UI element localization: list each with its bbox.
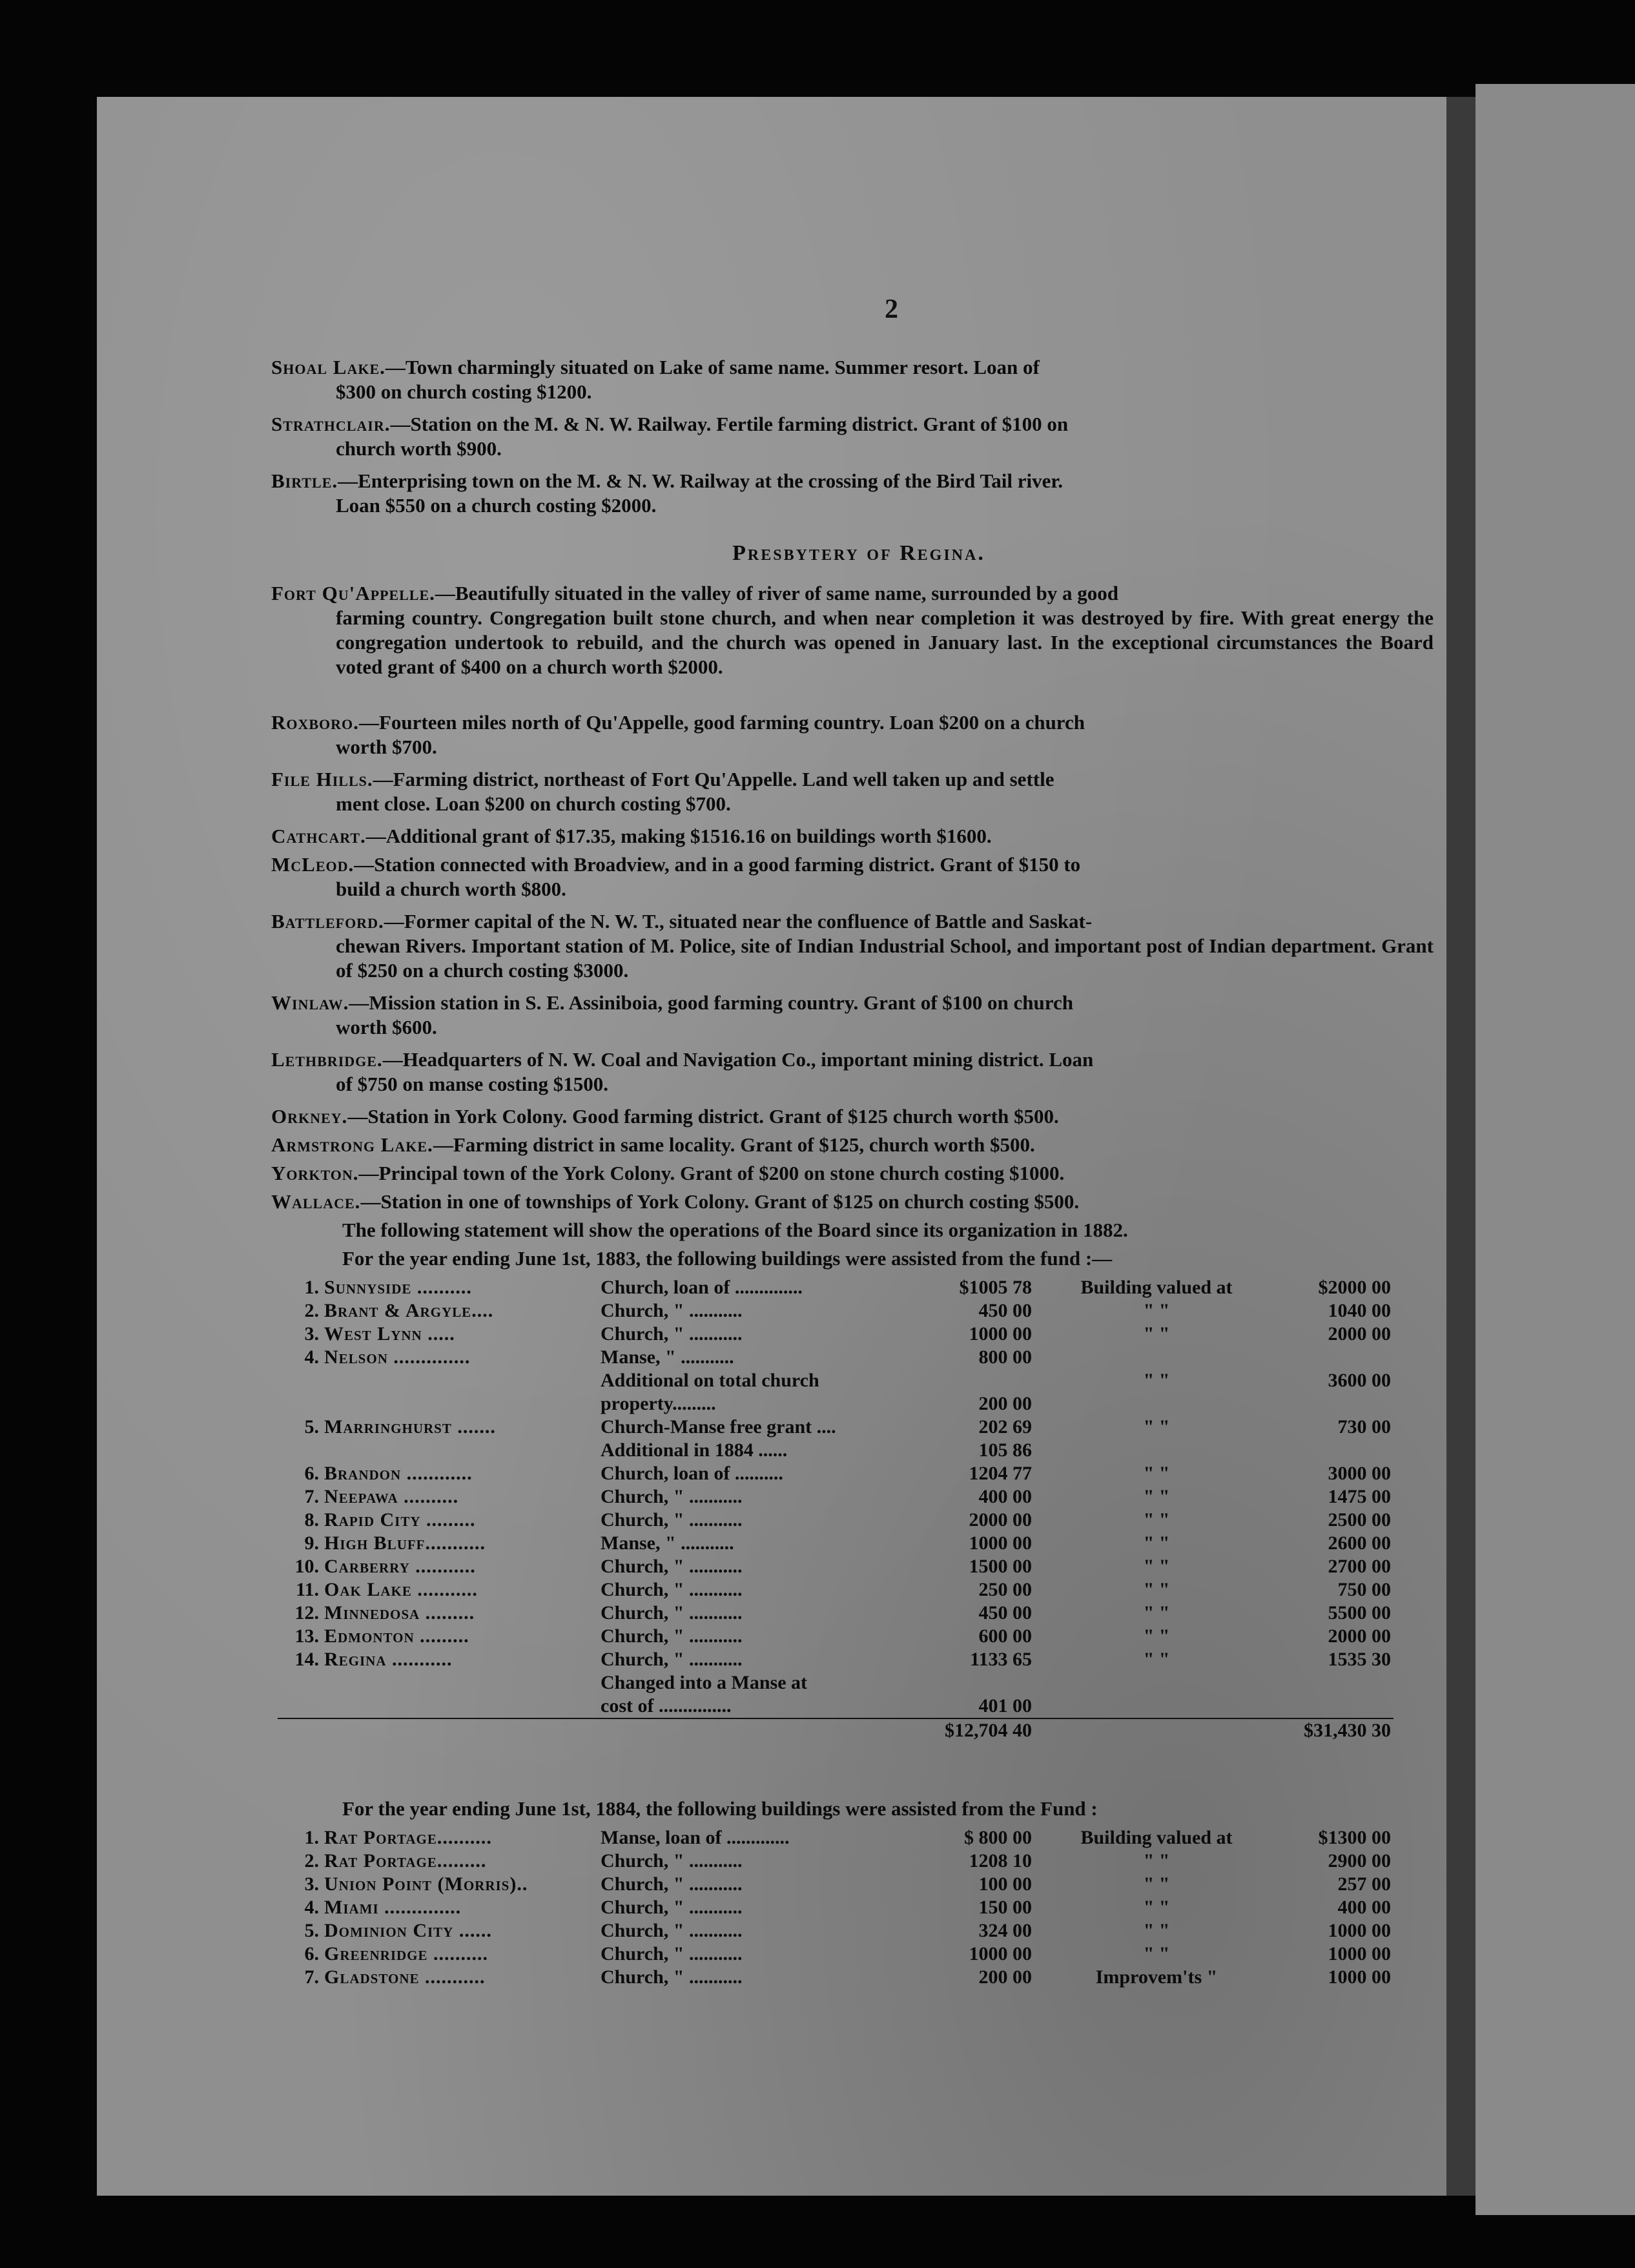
entry-text: —Additional grant of $17.35, making $1516.16 on buildings worth $1600. — [365, 825, 992, 847]
building-value: $2000 00 — [1318, 1277, 1391, 1298]
building-name-text: Miami — [324, 1897, 379, 1918]
building-value: 1000 00 — [1328, 1920, 1391, 1941]
building-type: Church, " ........... — [601, 1602, 743, 1624]
valued-label: " " — [1143, 1943, 1170, 1964]
valued-label: " " — [1143, 1370, 1170, 1391]
leader-dots: .... — [471, 1300, 494, 1321]
building-name-text: Brandon — [324, 1463, 402, 1484]
building-type: Church, " ........... — [601, 1323, 743, 1345]
leader-dots: .. — [517, 1873, 528, 1895]
loan-amount: 1204 77 — [969, 1463, 1032, 1484]
leader-dots: ......... — [414, 1625, 469, 1647]
building-name — [322, 1532, 598, 1555]
valued-label: " " — [1143, 1850, 1170, 1871]
entry-lethbridge — [271, 1047, 1434, 1097]
row-number: 14. — [294, 1649, 319, 1670]
building-type: Church, loan of .............. — [601, 1277, 803, 1298]
building-name — [322, 1578, 598, 1602]
building-name — [322, 1346, 598, 1369]
building-value: $1300 00 — [1318, 1827, 1391, 1848]
loan-amount: 250 00 — [978, 1579, 1032, 1600]
adjacent-page-edge — [1476, 84, 1635, 2215]
leader-dots: ........... — [386, 1649, 453, 1670]
loan-amount: 2000 00 — [969, 1509, 1032, 1531]
building-type: Church, " ........... — [601, 1509, 743, 1531]
valued-label: " " — [1143, 1625, 1170, 1647]
building-type: Church, " ........... — [601, 1649, 743, 1670]
table-row — [278, 1943, 1393, 1966]
entry-name: Birtle. — [271, 469, 338, 492]
table-row — [278, 1485, 1393, 1509]
entry-text: —Former capital of the N. W. T., situated near the confluence of Battle and Saskat- — [384, 910, 1093, 933]
building-value: 2000 00 — [1328, 1323, 1391, 1345]
building-value: 2000 00 — [1328, 1625, 1391, 1647]
entry-armstrong-lake — [271, 1133, 1434, 1157]
entry-text: —Fourteen miles north of Qu'Appelle, good farming country. Loan $200 on a church — [358, 711, 1085, 734]
entry-name: Orkney. — [271, 1105, 348, 1128]
row-number: 7. — [304, 1966, 319, 1988]
row-number: 8. — [304, 1509, 319, 1531]
table-row — [278, 1896, 1393, 1919]
entry-text: —Station on the M. & N. W. Railway. Fertile farming district. Grant of $100 on — [390, 413, 1069, 435]
valued-label: " " — [1143, 1649, 1170, 1670]
building-value — [1279, 1439, 1393, 1462]
leader-dots: ........... — [425, 1532, 486, 1554]
entry-name: Lethbridge. — [271, 1048, 383, 1071]
entry-text-continued: worth $600. — [336, 1016, 437, 1038]
row-number: 12. — [294, 1602, 319, 1624]
row-number: 3. — [304, 1323, 319, 1345]
building-name-text: Edmonton — [324, 1625, 415, 1647]
building-type: Church, loan of .......... — [601, 1463, 783, 1484]
building-name — [322, 1943, 598, 1966]
total-loans: $12,704 40 — [926, 1718, 1034, 1742]
table-row — [278, 1695, 1393, 1718]
building-value: 750 00 — [1337, 1579, 1391, 1600]
valued-label: " " — [1143, 1579, 1170, 1600]
table-row — [278, 1276, 1393, 1299]
valued-label — [1034, 1346, 1279, 1369]
entry-text-continued: farming country. Congregation built stone church, and when near completion it was destroyed by fire. With great energy the congregation undertook to rebuild, and the church was opened in January last. In the exceptional circumstances the Board voted grant of $400 on a church worth $2000. — [336, 606, 1434, 678]
entry-birtle — [271, 469, 1434, 518]
entry-text: —Principal town of the York Colony. Grant of $200 on stone church costing $1000. — [358, 1162, 1065, 1184]
entry-winlaw — [271, 991, 1434, 1040]
leader-dots: ....... — [451, 1416, 496, 1438]
leader-dots: .......... — [427, 1943, 489, 1964]
building-name — [322, 1485, 598, 1509]
building-type: Church, " ........... — [601, 1300, 743, 1321]
valued-label: " " — [1143, 1532, 1170, 1554]
building-type: Church, " ........... — [601, 1486, 743, 1507]
building-name — [322, 1299, 598, 1323]
entry-text: —Enterprising town on the M. & N. W. Railway at the crossing of the Bird Tail river. — [338, 469, 1064, 492]
building-type: Additional in 1884 ...... — [601, 1439, 788, 1461]
building-type: cost of ............... — [601, 1695, 732, 1716]
entry-shoal-lake — [271, 355, 1434, 404]
row-number — [278, 1392, 322, 1416]
building-name-text: Carberry — [324, 1556, 410, 1577]
row-number: 2. — [304, 1850, 319, 1871]
valued-label: Building valued at — [1080, 1277, 1233, 1298]
table-row — [278, 1602, 1393, 1625]
table-row — [278, 1369, 1393, 1392]
entry-text: —Beautifully situated in the valley of river of same name, surrounded by a good — [435, 582, 1118, 604]
leader-dots: .............. — [378, 1897, 462, 1918]
building-name-text: Marringhurst — [324, 1416, 452, 1438]
valued-label: " " — [1143, 1323, 1170, 1345]
loan-amount: 1000 00 — [969, 1943, 1032, 1964]
building-value: 3000 00 — [1328, 1463, 1391, 1484]
valued-label: " " — [1143, 1873, 1170, 1895]
building-name — [322, 1671, 598, 1695]
entry-name: Strathclair. — [271, 413, 391, 435]
loan-amount: 202 69 — [978, 1416, 1032, 1438]
row-number: 1. — [304, 1277, 319, 1298]
building-name — [322, 1695, 598, 1718]
building-name-text: Regina — [324, 1649, 387, 1670]
building-name — [322, 1323, 598, 1346]
row-number — [278, 1369, 322, 1392]
leader-dots: ......... — [437, 1850, 487, 1871]
entry-cathcart — [271, 824, 1434, 849]
row-number: 1. — [304, 1827, 319, 1848]
year-1884-intro: For the year ending June 1st, 1884, the following buildings were assisted from the Fund : — [342, 1797, 1098, 1820]
entry-battleford — [271, 909, 1434, 983]
entry-name: Armstrong Lake. — [271, 1133, 433, 1156]
entry-text: —Station in York Colony. Good farming district. Grant of $125 church worth $500. — [347, 1105, 1059, 1128]
leader-dots: ...... — [453, 1920, 492, 1941]
building-value: 2500 00 — [1328, 1509, 1391, 1531]
loan-amount: 800 00 — [978, 1346, 1032, 1368]
loan-amount: 100 00 — [978, 1873, 1032, 1895]
loan-amount: 200 00 — [978, 1393, 1032, 1414]
valued-label — [1034, 1439, 1279, 1462]
table-row — [278, 1299, 1393, 1323]
building-name-text: Neepawa — [324, 1486, 398, 1507]
building-name-text: Dominion City — [324, 1920, 454, 1941]
year-1883-intro: For the year ending June 1st, 1883, the following buildings were assisted from the fund :— — [342, 1247, 1113, 1270]
loan-amount: $ 800 00 — [964, 1827, 1032, 1848]
loan-amount: $1005 78 — [959, 1277, 1032, 1298]
entry-mcleod — [271, 852, 1434, 902]
building-value: 5500 00 — [1328, 1602, 1391, 1624]
building-name-text: Rat Portage — [324, 1827, 437, 1848]
entry-name: Shoal Lake. — [271, 356, 386, 378]
valued-label: " " — [1143, 1300, 1170, 1321]
entry-text: —Town charmingly situated on Lake of same name. Summer resort. Loan of — [385, 356, 1040, 378]
loan-amount: 1000 00 — [969, 1532, 1032, 1554]
entry-text-continued: $300 on church costing $1200. — [336, 380, 592, 403]
building-name-text: Sunnyside — [324, 1277, 412, 1298]
row-number — [278, 1439, 322, 1462]
loan-amount: 1208 10 — [969, 1850, 1032, 1871]
entry-text-continued: of $750 on manse costing $1500. — [336, 1073, 608, 1095]
loan-amount: 1500 00 — [969, 1556, 1032, 1577]
building-value: 1535 30 — [1328, 1649, 1391, 1670]
leader-dots: .......... — [398, 1486, 459, 1507]
building-value — [1279, 1346, 1393, 1369]
valued-label: " " — [1143, 1509, 1170, 1531]
valued-label — [1034, 1695, 1279, 1718]
building-value: 1000 00 — [1328, 1943, 1391, 1964]
building-name-text: Rat Portage — [324, 1850, 437, 1871]
entry-name: File Hills. — [271, 768, 373, 790]
loan-amount: 401 00 — [978, 1695, 1032, 1716]
building-name — [322, 1509, 598, 1532]
building-name — [322, 1625, 598, 1648]
table-row — [278, 1323, 1393, 1346]
building-type: Manse, " ........... — [601, 1346, 734, 1368]
building-type: Church, " ........... — [601, 1897, 743, 1918]
building-type: Church, " ........... — [601, 1579, 743, 1600]
row-number: 10. — [294, 1556, 319, 1577]
valued-label: " " — [1143, 1920, 1170, 1941]
building-type: Changed into a Manse at — [601, 1672, 808, 1693]
leader-dots: .............. — [387, 1346, 471, 1368]
leader-dots: ........... — [409, 1556, 476, 1577]
entry-text: —Mission station in S. E. Assiniboia, good farming country. Grant of $100 on church — [349, 991, 1073, 1014]
building-name-text: Union Point (Morris) — [324, 1873, 517, 1895]
table-row — [278, 1509, 1393, 1532]
building-name — [322, 1648, 598, 1671]
entry-name: Yorkton. — [271, 1162, 359, 1184]
valued-label: " " — [1143, 1486, 1170, 1507]
entry-yorkton — [271, 1161, 1434, 1186]
valued-label: " " — [1143, 1897, 1170, 1918]
table-row — [278, 1578, 1393, 1602]
building-value: 257 00 — [1337, 1873, 1391, 1895]
page-number: 2 — [885, 294, 898, 324]
building-value — [1279, 1671, 1393, 1695]
building-name-text: Nelson — [324, 1346, 388, 1368]
building-name-text: Brant & Argyle — [324, 1300, 472, 1321]
row-number: 6. — [304, 1463, 319, 1484]
row-number: 13. — [294, 1625, 319, 1647]
building-type: Church-Manse free grant .... — [601, 1416, 836, 1438]
entry-name: Cathcart. — [271, 825, 366, 847]
building-name — [322, 1873, 598, 1896]
entry-text: —Headquarters of N. W. Coal and Navigation Co., important mining district. Loan — [382, 1048, 1094, 1071]
building-name — [322, 1966, 598, 1989]
table-row — [278, 1555, 1393, 1578]
building-type: Church, " ........... — [601, 1556, 743, 1577]
leader-dots: ......... — [420, 1509, 476, 1531]
building-name — [322, 1416, 598, 1439]
entry-strathclair — [271, 412, 1434, 461]
table-row — [278, 1439, 1393, 1462]
loan-amount: 450 00 — [978, 1602, 1032, 1624]
row-number: 4. — [304, 1897, 319, 1918]
entry-text-continued: ment close. Loan $200 on church costing $700. — [336, 792, 731, 815]
statement-intro: The following statement will show the operations of the Board since its organization in 1882. — [342, 1219, 1128, 1241]
entry-text-continued: chewan Rivers. Important station of M. Police, site of Indian Industrial School, and important post of Indian department. Grant of $250 on a church costing $3000. — [336, 934, 1434, 982]
leader-dots: .......... — [411, 1277, 472, 1298]
loan-amount: 600 00 — [978, 1625, 1032, 1647]
building-value: 1040 00 — [1328, 1300, 1391, 1321]
table-row — [278, 1648, 1393, 1671]
building-value — [1279, 1695, 1393, 1718]
leader-dots: .......... — [437, 1827, 492, 1848]
table-row — [278, 1850, 1393, 1873]
building-value: 3600 00 — [1328, 1370, 1391, 1391]
table-1884 — [278, 1826, 1393, 1989]
row-number: 11. — [296, 1579, 319, 1600]
loan-amount — [926, 1671, 1034, 1695]
building-name-text: West Lynn — [324, 1323, 422, 1345]
building-type: property......... — [601, 1393, 716, 1414]
row-number: 9. — [304, 1532, 319, 1554]
row-number: 4. — [304, 1346, 319, 1368]
building-value: 1000 00 — [1328, 1966, 1391, 1988]
loan-amount: 200 00 — [978, 1966, 1032, 1988]
valued-label: Improvem'ts " — [1095, 1966, 1218, 1988]
row-number: 5. — [304, 1416, 319, 1438]
building-value: 730 00 — [1337, 1416, 1391, 1438]
building-type: Church, " ........... — [601, 1873, 743, 1895]
entry-name: Roxboro. — [271, 711, 359, 734]
total-row-1883 — [278, 1718, 1393, 1742]
building-type: Church, " ........... — [601, 1850, 743, 1871]
building-name — [322, 1462, 598, 1485]
building-value: 2700 00 — [1328, 1556, 1391, 1577]
building-type: Manse, " ........... — [601, 1532, 734, 1554]
building-type: Church, " ........... — [601, 1625, 743, 1647]
loan-amount: 450 00 — [978, 1300, 1032, 1321]
table-row — [278, 1462, 1393, 1485]
building-name — [322, 1276, 598, 1299]
entry-text: —Station in one of townships of York Colony. Grant of $125 on church costing $500. — [360, 1190, 1080, 1213]
building-name-text: Gladstone — [324, 1966, 420, 1988]
entry-file-hills — [271, 767, 1434, 816]
entry-name: Wallace. — [271, 1190, 361, 1213]
table-row — [278, 1873, 1393, 1896]
building-value — [1279, 1392, 1393, 1416]
valued-label — [1034, 1671, 1279, 1695]
building-name — [322, 1369, 598, 1392]
entry-text-continued: worth $700. — [336, 736, 437, 758]
building-name — [322, 1439, 598, 1462]
row-number — [278, 1671, 322, 1695]
table-row — [278, 1532, 1393, 1555]
building-type: Church, " ........... — [601, 1920, 743, 1941]
building-type: Manse, loan of ............. — [601, 1827, 790, 1848]
table-row — [278, 1392, 1393, 1416]
loan-amount: 324 00 — [978, 1920, 1032, 1941]
entry-name: Fort Qu'Appelle. — [271, 582, 435, 604]
table-1883 — [278, 1276, 1393, 1742]
row-number: 2. — [304, 1300, 319, 1321]
leader-dots: ............ — [401, 1463, 473, 1484]
building-name — [322, 1826, 598, 1850]
entry-roxboro — [271, 710, 1434, 759]
building-type: Additional on total church — [601, 1370, 819, 1391]
section-heading: Presbytery of Regina. — [732, 541, 985, 565]
building-name — [322, 1850, 598, 1873]
row-number: 5. — [304, 1920, 319, 1941]
leader-dots: ........... — [419, 1966, 486, 1988]
table-row — [278, 1826, 1393, 1850]
loan-amount: 1133 65 — [970, 1649, 1032, 1670]
table-row — [278, 1919, 1393, 1943]
building-value: 400 00 — [1337, 1897, 1391, 1918]
leader-dots: ..... — [422, 1323, 455, 1345]
building-name-text: Greenridge — [324, 1943, 428, 1964]
leader-dots: ........... — [411, 1579, 478, 1600]
entry-text-continued: build a church worth $800. — [336, 878, 566, 900]
entry-wallace — [271, 1190, 1434, 1214]
loan-amount: 1000 00 — [969, 1323, 1032, 1345]
building-name-text: High Bluff — [324, 1532, 426, 1554]
building-name — [322, 1602, 598, 1625]
building-name — [322, 1896, 598, 1919]
building-name — [322, 1555, 598, 1578]
building-name — [322, 1919, 598, 1943]
building-name-text: Oak Lake — [324, 1579, 412, 1600]
row-number: 3. — [304, 1873, 319, 1895]
table-row — [278, 1346, 1393, 1369]
valued-label: " " — [1143, 1463, 1170, 1484]
row-number: 6. — [304, 1943, 319, 1964]
entry-orkney — [271, 1104, 1434, 1129]
entry-name: McLeod. — [271, 853, 355, 876]
row-number: 7. — [304, 1486, 319, 1507]
loan-amount — [926, 1369, 1034, 1392]
document-page — [97, 97, 1446, 2196]
valued-label: " " — [1143, 1416, 1170, 1438]
building-name — [322, 1392, 598, 1416]
building-name-text: Rapid City — [324, 1509, 421, 1531]
entry-text: —Farming district in same locality. Grant of $125, church worth $500. — [433, 1133, 1035, 1156]
valued-label — [1034, 1392, 1279, 1416]
building-type: Church, " ........... — [601, 1943, 743, 1964]
entry-text-continued: church worth $900. — [336, 437, 502, 460]
entry-text: —Station connected with Broadview, and in a good farming district. Grant of $150 to — [354, 853, 1081, 876]
entry-name: Battleford. — [271, 910, 384, 933]
table-row — [278, 1625, 1393, 1648]
total-values: $31,430 30 — [1279, 1718, 1393, 1742]
row-number — [278, 1695, 322, 1718]
loan-amount: 150 00 — [978, 1897, 1032, 1918]
entry-name: Winlaw. — [271, 991, 349, 1014]
table-row — [278, 1966, 1393, 1989]
loan-amount: 400 00 — [978, 1486, 1032, 1507]
entry-text: —Farming district, northeast of Fort Qu'Appelle. Land well taken up and settle — [373, 768, 1054, 790]
building-value: 2600 00 — [1328, 1532, 1391, 1554]
table-row — [278, 1671, 1393, 1695]
table-row — [278, 1416, 1393, 1439]
loan-amount: 105 86 — [978, 1439, 1032, 1461]
building-name-text: Minnedosa — [324, 1602, 420, 1624]
leader-dots: ......... — [420, 1602, 475, 1624]
entry-text-continued: Loan $550 on a church costing $2000. — [336, 494, 657, 517]
valued-label: Building valued at — [1080, 1827, 1233, 1848]
valued-label: " " — [1143, 1602, 1170, 1624]
valued-label: " " — [1143, 1556, 1170, 1577]
building-type: Church, " ........... — [601, 1966, 743, 1988]
entry-fort-quappelle — [271, 581, 1434, 679]
building-value: 1475 00 — [1328, 1486, 1391, 1507]
building-value: 2900 00 — [1328, 1850, 1391, 1871]
